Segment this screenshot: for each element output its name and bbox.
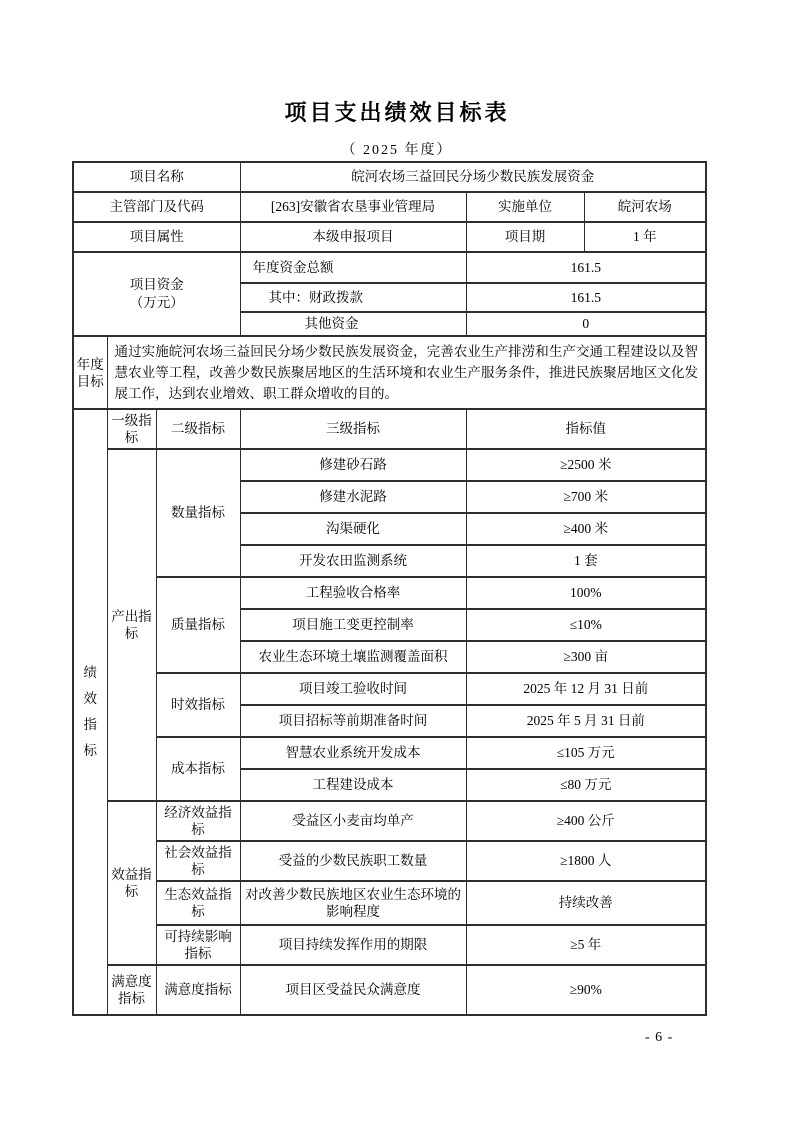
table-row xyxy=(73,965,706,1015)
table-row xyxy=(73,841,706,881)
project-funds-label-line1: 项目资金 xyxy=(129,277,184,292)
value-header: 指标值 xyxy=(466,409,706,449)
fiscal-allocation-label: 其中：财政拨款 xyxy=(240,283,466,312)
indicator-value: ≥5 年 xyxy=(466,925,706,965)
table-row xyxy=(73,881,706,925)
table-row xyxy=(73,336,706,409)
indicator-value: ≥90% xyxy=(466,965,706,1015)
table-row xyxy=(73,449,706,481)
l2-quantity-indicators: 数量指标 xyxy=(156,449,240,577)
table-row xyxy=(73,737,706,769)
l2-sustainable-impact: 可持续影响指标 xyxy=(156,925,240,965)
l3-indicator: 农业生态环境土壤监测覆盖面积 xyxy=(240,641,466,673)
l2-social-benefit: 社会效益指标 xyxy=(156,841,240,881)
l2-economic-benefit: 经济效益指标 xyxy=(156,801,240,841)
table-row xyxy=(73,252,706,283)
l3-indicator: 工程建设成本 xyxy=(240,769,466,801)
l3-indicator: 项目区受益民众满意度 xyxy=(240,965,466,1015)
l3-indicator: 工程验收合格率 xyxy=(240,577,466,609)
l3-indicator: 开发农田监测系统 xyxy=(240,545,466,577)
indicator-value: 100% xyxy=(466,577,706,609)
indicator-value: ≥400 公斤 xyxy=(466,801,706,841)
l3-indicator: 受益区小麦亩均单产 xyxy=(240,801,466,841)
page-number: - 6 - xyxy=(645,1030,674,1045)
indicator-value: 持续改善 xyxy=(466,881,706,925)
l3-indicator: 项目施工变更控制率 xyxy=(240,609,466,641)
level3-header: 三级指标 xyxy=(240,409,466,449)
l2-cost-indicators: 成本指标 xyxy=(156,737,240,801)
l1-output-indicators: 产出指标 xyxy=(107,449,156,801)
l3-indicator: 项目持续发挥作用的期限 xyxy=(240,925,466,965)
project-funds-label-line2: （万元） xyxy=(129,295,184,310)
indicator-value: ≥1800 人 xyxy=(466,841,706,881)
table-row xyxy=(73,409,706,449)
page-subtitle: （ 2025 年度） xyxy=(341,143,453,158)
l3-indicator: 受益的少数民族职工数量 xyxy=(240,841,466,881)
indicator-value: ≤105 万元 xyxy=(466,737,706,769)
l1-satisfaction-indicators: 满意度指标 xyxy=(107,965,156,1015)
project-period-value: 1 年 xyxy=(584,222,706,252)
indicator-value: ≤10% xyxy=(466,609,706,641)
indicator-value: ≥2500 米 xyxy=(466,449,706,481)
table-row xyxy=(73,162,706,192)
annual-goal-text: 通过实施皖河农场三益回民分场少数民族发展资金，完善农业生产排涝和生产交通工程建设以及智慧农业等工程，改善少数民族聚居地区的生活环境和农业生产服务条件，推进民族聚居地区文化发展工作，达到农业增效、职工群众增收的目的。 xyxy=(107,336,706,409)
indicator-value: 2025 年 5 月 31 日前 xyxy=(466,705,706,737)
indicator-value: ≤80 万元 xyxy=(466,769,706,801)
table-row xyxy=(73,192,706,222)
indicator-value: ≥400 米 xyxy=(466,513,706,545)
project-attr-label: 项目属性 xyxy=(73,222,240,252)
impl-unit-value: 皖河农场 xyxy=(584,192,706,222)
annual-total-label: 年度资金总额 xyxy=(240,252,466,283)
level1-header: 一级指标 xyxy=(107,409,156,449)
dept-code-label: 主管部门及代码 xyxy=(73,192,240,222)
fiscal-allocation-value: 161.5 xyxy=(466,283,706,312)
l2-ecological-benefit: 生态效益指标 xyxy=(156,881,240,925)
l3-indicator: 对改善少数民族地区农业生态环境的影响程度 xyxy=(240,881,466,925)
table-row xyxy=(73,673,706,705)
table-row xyxy=(73,925,706,965)
level2-header: 二级指标 xyxy=(156,409,240,449)
indicator-value: 2025 年 12 月 31 日前 xyxy=(466,673,706,705)
project-name-label: 项目名称 xyxy=(73,162,240,192)
performance-target-table xyxy=(72,161,707,1016)
indicator-value: 1 套 xyxy=(466,545,706,577)
other-funds-value: 0 xyxy=(466,312,706,336)
indicator-value: ≥300 亩 xyxy=(466,641,706,673)
project-attr-value: 本级申报项目 xyxy=(240,222,466,252)
table-row xyxy=(73,577,706,609)
annual-goal-label: 年度目标 xyxy=(73,336,107,409)
project-period-label: 项目期 xyxy=(466,222,584,252)
dept-code-value: [263]安徽省农垦事业管理局 xyxy=(240,192,466,222)
impl-unit-label: 实施单位 xyxy=(466,192,584,222)
indicator-value: ≥700 米 xyxy=(466,481,706,513)
annual-total-value: 161.5 xyxy=(466,252,706,283)
table-row xyxy=(73,222,706,252)
l3-indicator: 修建砂石路 xyxy=(240,449,466,481)
l3-indicator: 智慧农业系统开发成本 xyxy=(240,737,466,769)
l3-indicator: 沟渠硬化 xyxy=(240,513,466,545)
table-row xyxy=(73,801,706,841)
other-funds-label: 其他资金 xyxy=(240,312,466,336)
l1-benefit-indicators: 效益指标 xyxy=(107,801,156,965)
project-funds-label xyxy=(73,252,240,336)
l3-indicator: 修建水泥路 xyxy=(240,481,466,513)
l2-timeliness-indicators: 时效指标 xyxy=(156,673,240,737)
l3-indicator: 项目招标等前期准备时间 xyxy=(240,705,466,737)
performance-indicators-side-label: 绩效指标 xyxy=(73,409,107,1015)
l3-indicator: 项目竣工验收时间 xyxy=(240,673,466,705)
l2-quality-indicators: 质量指标 xyxy=(156,577,240,673)
project-name-value: 皖河农场三益回民分场少数民族发展资金 xyxy=(240,162,706,192)
page-title: 项目支出绩效目标表 xyxy=(284,100,510,125)
l2-satisfaction-indicators: 满意度指标 xyxy=(156,965,240,1015)
